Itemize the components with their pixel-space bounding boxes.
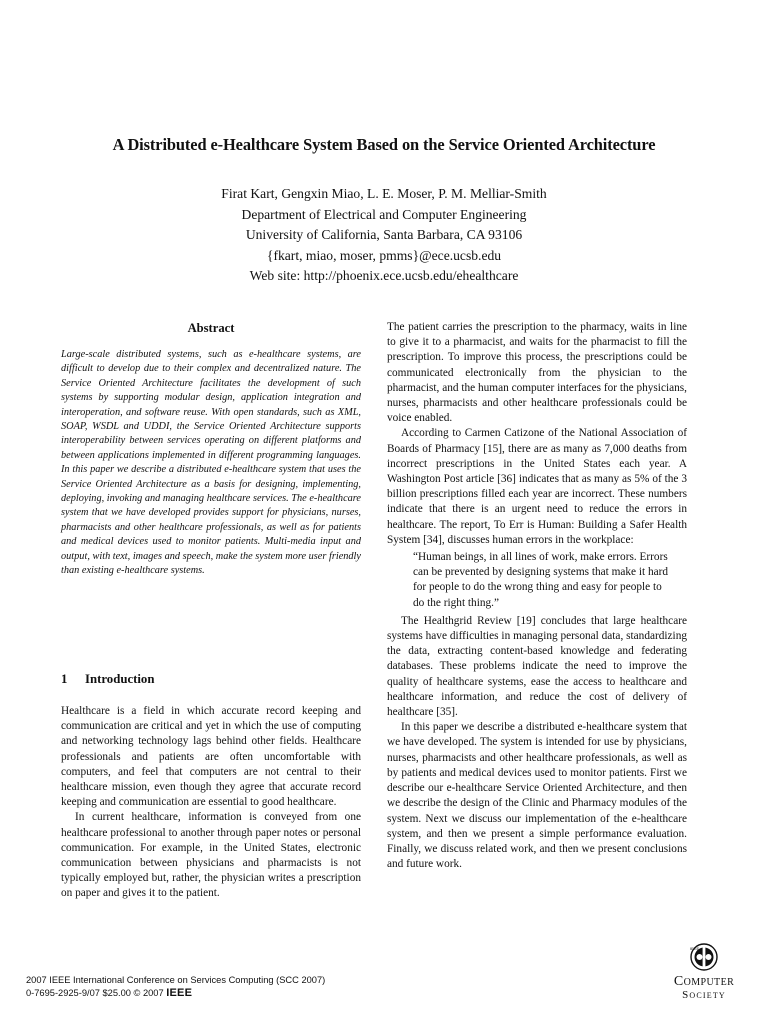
body-paragraph: The Healthgrid Review [19] concludes that large healthcare systems have difficulties in managing personal data, standardizing the data, extracting content-based knowledge and federating databases. These problems indicate the need to improve the quality of healthcare systems, ease the access to healthcare and healthcare information, and reduce the cost of delivery of healthcare [35].	[387, 614, 687, 719]
logo-line-1: Computer	[673, 974, 735, 989]
section-number: 1	[61, 672, 68, 686]
block-quote: “Human beings, in all lines of work, make errors. Errors can be prevented by designing systems that make it hard for people to do the wrong thing and easy for people to do the right thing.”	[413, 551, 669, 609]
page-footer	[26, 974, 325, 1000]
logo-ieee-text: IEEE	[690, 946, 700, 951]
author-university: University of California, Santa Barbara, CA 93106	[245, 227, 523, 242]
paper-title: A Distributed e-Healthcare System Based on the Service Oriented Architecture	[112, 135, 656, 154]
footer-copyright	[26, 987, 325, 1000]
abstract-text: Large-scale distributed systems, such as e-healthcare systems, are difficult to develop due to their complex and decentralized nature. The Service Oriented Architecture facilitates the development of such systems by supporting modular design, application integration and interoperation, and software reuse. With open standards, such as XML, SOAP, WSDL and UDDI, the Service Oriented Architecture supports interoperability between services operating on different platforms and between applications implemented in different programming languages. In this paper we describe a distributed e-healthcare system that uses the Service Oriented Architecture as a basis for designing, implementing, deploying, invoking and managing healthcare services. The e-healthcare system that we have developed provides support for physicians, nurses, pharmacists and other healthcare professionals, as well as for patients and medical devices used to monitor patients. Multi-media input and output, with text, images and speech, make the system more user friendly than existing e-healthcare systems.	[61, 349, 361, 577]
section-heading-introduction	[61, 672, 361, 687]
author-block	[0, 184, 768, 287]
footer-isbn: 0-7695-2925-9/07 $25.00 © 2007	[26, 988, 164, 998]
right-column	[387, 320, 687, 872]
intro-paragraph: In current healthcare, information is conveyed from one healthcare professional to another through paper notes or personal communication. For example, in the United States, electronic communication between physicians and pharmacists is not typically employed but, rather, the physician writes a prescription on paper and gives it to the patient.	[61, 811, 361, 900]
author-website: Web site: http://phoenix.ece.ucsb.edu/ehealthcare	[249, 268, 519, 283]
computer-society-emblem-icon	[684, 942, 724, 974]
introduction-body	[61, 704, 361, 902]
computer-society-logo	[662, 942, 746, 1002]
section-title: Introduction	[85, 672, 155, 686]
intro-paragraph: Healthcare is a field in which accurate record keeping and communication are critical and yet in which the use of computing and networking technology lags behind other fields. Healthcare professionals and patients are often uncomfortable with computers, and feel that computers are not central to their healthcare mission, even though they agree that accurate record keeping and communication are essential to good healthcare.	[61, 705, 361, 809]
body-paragraph: The patient carries the prescription to the pharmacy, waits in line to give it to a pharmacist, and waits for the pharmacist to fill the prescription. To improve this process, the prescriptions could be communicated electronically from the physician to the pharmacist, and the human computer interfaces for the physicians, nurses, pharmacists and other healthcare professionals could be voice enabled.	[387, 321, 687, 425]
ieee-wordmark: IEEE	[166, 987, 193, 999]
body-paragraph: In this paper we describe a distributed e-healthcare system that we have developed. The system is intended for use by physicians, nurses, pharmacists and other healthcare professionals, as well as by patients and medical devices used to monitor patients. First we describe our e-healthcare Service Oriented Architecture, and then we describe the design of the Clinic and Pharmacy modules of the system. Next we discuss our implementation of the e-healthcare system, and then we present a simple performance evaluation. Finally, we discuss related work, and then we present conclusions and future work.	[387, 721, 687, 871]
author-department: Department of Electrical and Computer Engineering	[241, 206, 527, 222]
footer-conference: 2007 IEEE International Conference on Services Computing (SCC 2007)	[26, 975, 326, 985]
abstract-heading: Abstract	[187, 321, 235, 335]
author-names: Firat Kart, Gengxin Miao, L. E. Moser, P. M. Melliar-Smith	[221, 186, 547, 201]
body-paragraph: According to Carmen Catizone of the National Association of Boards of Pharmacy [15], there are as many as 7,000 deaths from incorrect prescriptions in the United States each year. A Washington Post article [36] indicates that as many as 5% of the 3 billion prescriptions filled each year are incorrect. These numbers indicate that there is an urgent need to reduce the errors in healthcare. The report, To Err is Human: Building a Safer Health System [34], discusses human errors in the workplace:	[387, 427, 687, 546]
author-emails: {fkart, miao, moser, pmms}@ece.ucsb.edu	[266, 247, 502, 263]
logo-line-2: Society	[682, 989, 726, 1001]
